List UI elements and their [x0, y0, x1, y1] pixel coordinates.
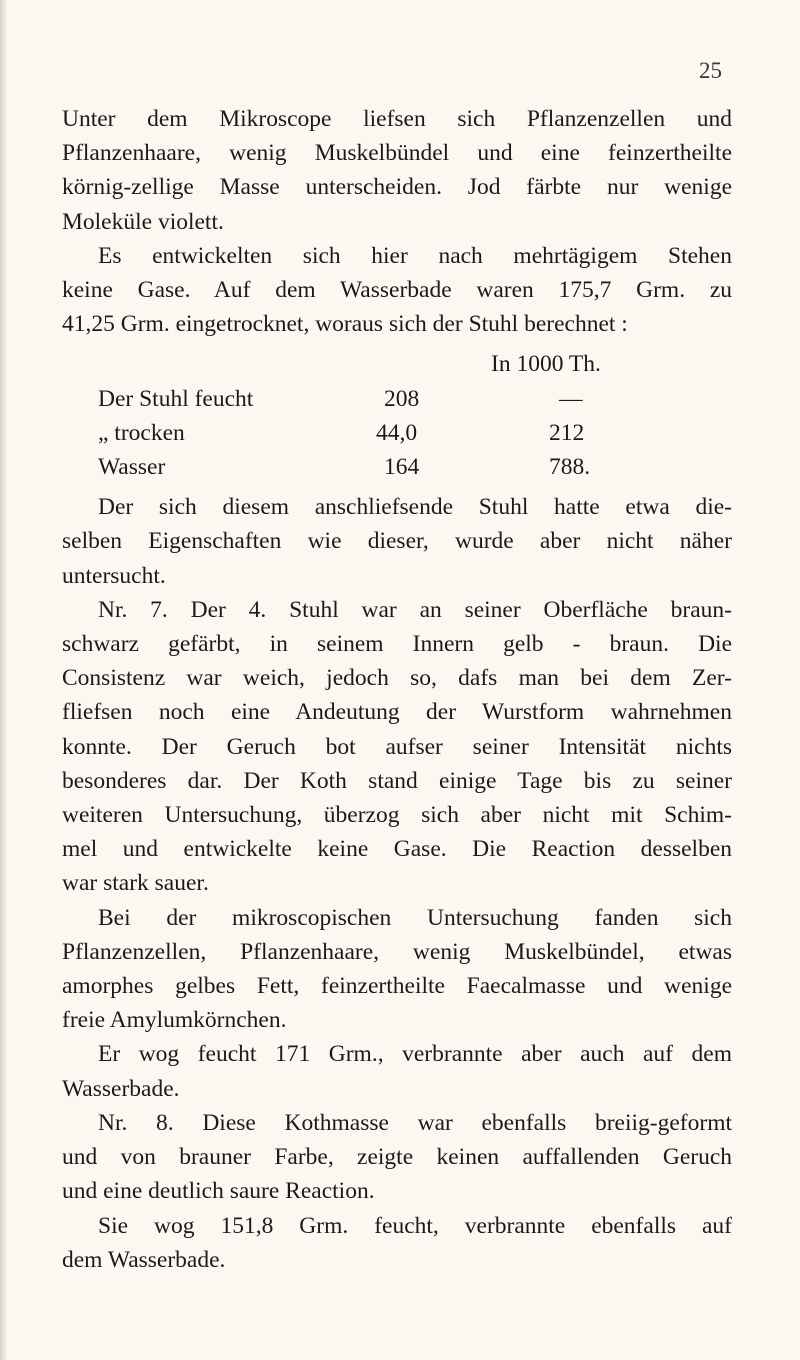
paragraph: [62, 1106, 732, 1209]
text-line: Nr. 7. Der 4. Stuhl war an seiner Oberfläche braun-: [98, 596, 732, 623]
text-line: und von brauner Farbe, zeigte keinen auffallenden Geruch: [62, 1144, 732, 1171]
table-row-per-1000: 212: [549, 419, 585, 446]
text-line: Es entwickelten sich hier nach mehrtägigem Stehen: [98, 242, 732, 269]
table-row-value: 208: [384, 385, 420, 412]
paragraph: [62, 239, 732, 342]
page-edge-shadow: [0, 0, 8, 1360]
text-line: Moleküle violett.: [62, 208, 224, 235]
table-row-per-1000: 788.: [549, 454, 591, 481]
text-line: keine Gase. Auf dem Wasserbade waren 175,7 Grm. zu: [62, 277, 732, 304]
paragraphs-top: [62, 102, 732, 341]
paragraph: [62, 1209, 732, 1277]
paragraph: [62, 593, 732, 901]
table-row-per-1000: —: [559, 385, 583, 412]
text-line: schwarz gefärbt, in seinem Innern gelb - braun. Die: [62, 631, 732, 658]
text-line: Pflanzenhaare, wenig Muskelbündel und eine feinzertheilte: [62, 140, 732, 167]
text-line: und eine deutlich saure Reaction.: [62, 1178, 375, 1205]
table-row-label: Wasser: [98, 454, 166, 481]
text-line: Der sich diesem anschliefsende Stuhl hatte etwa die-: [98, 494, 732, 521]
text-line: freie Amylumkörnchen.: [62, 1007, 287, 1034]
text-line: Er wog feucht 171 Grm., verbrannte aber auch auf dem: [98, 1041, 732, 1068]
table-row-label: „ trocken: [98, 419, 185, 446]
text-line: weiteren Untersuchung, überzog sich aber nicht mit Schim-: [62, 802, 732, 829]
text-line: war stark sauer.: [62, 870, 209, 897]
page-number: 25: [699, 58, 722, 83]
text-line: Bei der mikroscopischen Untersuchung fanden sich: [98, 904, 732, 931]
table-row: [62, 416, 719, 450]
paragraph: [62, 1037, 732, 1105]
table-row: [62, 382, 719, 416]
text-line: mel und entwickelte keine Gase. Die Reaction desselben: [62, 836, 732, 863]
table-header-row: [62, 347, 719, 381]
text-line: konnte. Der Geruch bot aufser seiner Intensität nichts: [62, 733, 732, 760]
text-line: untersucht.: [62, 562, 166, 589]
paragraphs-bottom: [62, 490, 732, 1277]
text-line: Pflanzenzellen, Pflanzenhaare, wenig Muskelbündel, etwas: [62, 938, 732, 965]
stool-table: [62, 347, 719, 484]
text-line: Sie wog 151,8 Grm. feucht, verbrannte ebenfalls auf: [98, 1212, 732, 1239]
text-line: dem Wasserbade.: [62, 1246, 226, 1273]
text-line: Unter dem Mikroscope liefsen sich Pflanzenzellen und: [62, 106, 732, 132]
text-line: amorphes gelbes Fett, feinzertheilte Faecalmasse und wenige: [62, 973, 732, 1000]
paragraph: [62, 490, 732, 593]
table-header-per-1000: In 1000 Th.: [491, 351, 601, 378]
table-row-value: 44,0: [376, 419, 418, 446]
paragraph: [62, 102, 732, 239]
table-row-value: 164: [384, 454, 420, 481]
text-line: 41,25 Grm. eingetrocknet, woraus sich der Stuhl berechnet :: [62, 311, 628, 338]
table-row: [62, 450, 719, 484]
text-line: Wasserbade.: [62, 1075, 180, 1102]
text-line: Nr. 8. Diese Kothmasse war ebenfalls breiig-geformt: [98, 1109, 732, 1136]
table-row-label: Der Stuhl feucht: [98, 385, 254, 412]
text-line: Consistenz war weich, jedoch so, dafs man bei dem Zer-: [62, 665, 732, 692]
text-line: selben Eigenschaften wie dieser, wurde aber nicht näher: [62, 528, 732, 555]
text-line: fliefsen noch eine Andeutung der Wurstform wahrnehmen: [62, 699, 732, 726]
paragraph: [62, 901, 732, 1038]
text-line: besonderes dar. Der Koth stand einige Tage bis zu seiner: [62, 767, 732, 794]
page-body: [62, 102, 732, 1277]
text-line: körnig-zellige Masse unterscheiden. Jod färbte nur wenige: [62, 174, 732, 201]
